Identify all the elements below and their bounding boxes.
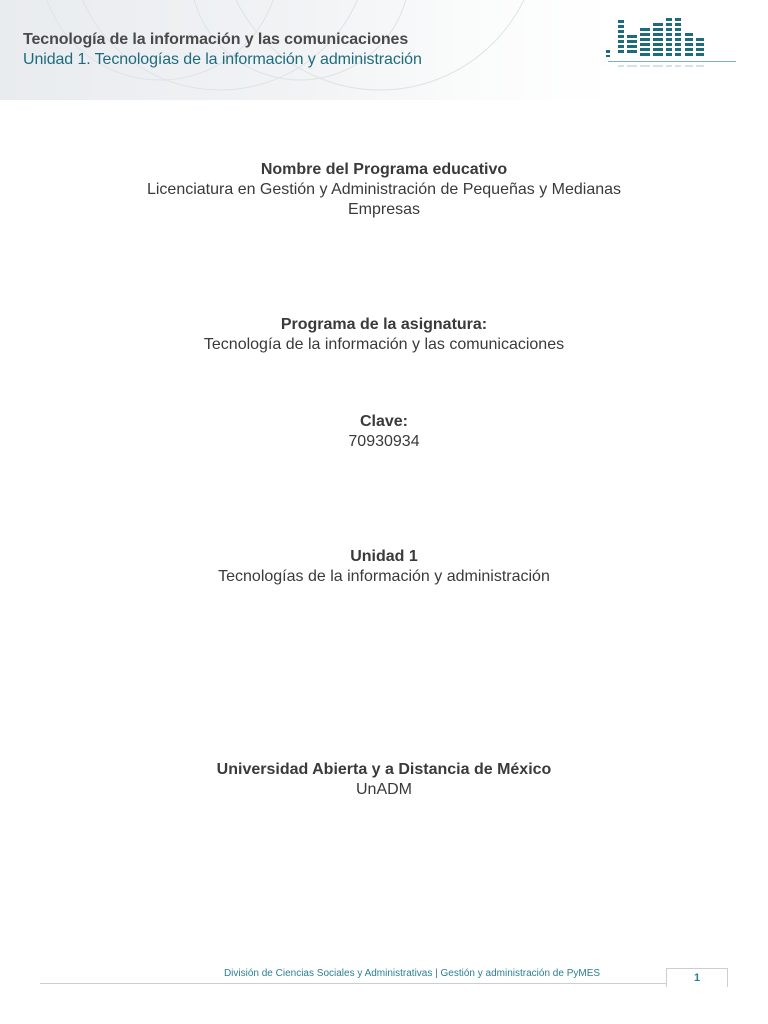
subject-heading: Programa de la asignatura: [280, 316, 488, 333]
subject-name: Tecnología de la información y las comunicaciones [203, 336, 565, 353]
page-header [0, 0, 768, 100]
header-unit-title: Unidad 1. Tecnologías de la información y administración [23, 51, 422, 68]
unit-heading: Unidad 1 [350, 548, 418, 565]
key-heading: Clave: [359, 413, 409, 430]
page-number: 1 [666, 968, 728, 987]
program-name: Licenciatura en Gestión y Administración de Pequeñas y Medianas Empresas [146, 181, 622, 218]
key-value: 70930934 [348, 433, 420, 450]
footer-text: División de Ciencias Sociales y Administrativas | Gestión y administración de PyMES [223, 968, 601, 979]
university-acronym: UnADM [355, 781, 412, 798]
program-heading: Nombre del Programa educativo [260, 161, 508, 178]
university-block [0, 760, 768, 800]
key-block [0, 412, 768, 452]
program-block [0, 160, 768, 220]
unit-name: Tecnologías de la información y administración [218, 568, 550, 585]
unadm-logo-icon [600, 14, 740, 78]
unit-block [0, 547, 768, 587]
header-course-title: Tecnología de la información y las comunicaciones [23, 31, 409, 48]
university-name: Universidad Abierta y a Distancia de México [216, 761, 552, 778]
footer-divider [40, 983, 728, 984]
subject-block [0, 315, 768, 355]
